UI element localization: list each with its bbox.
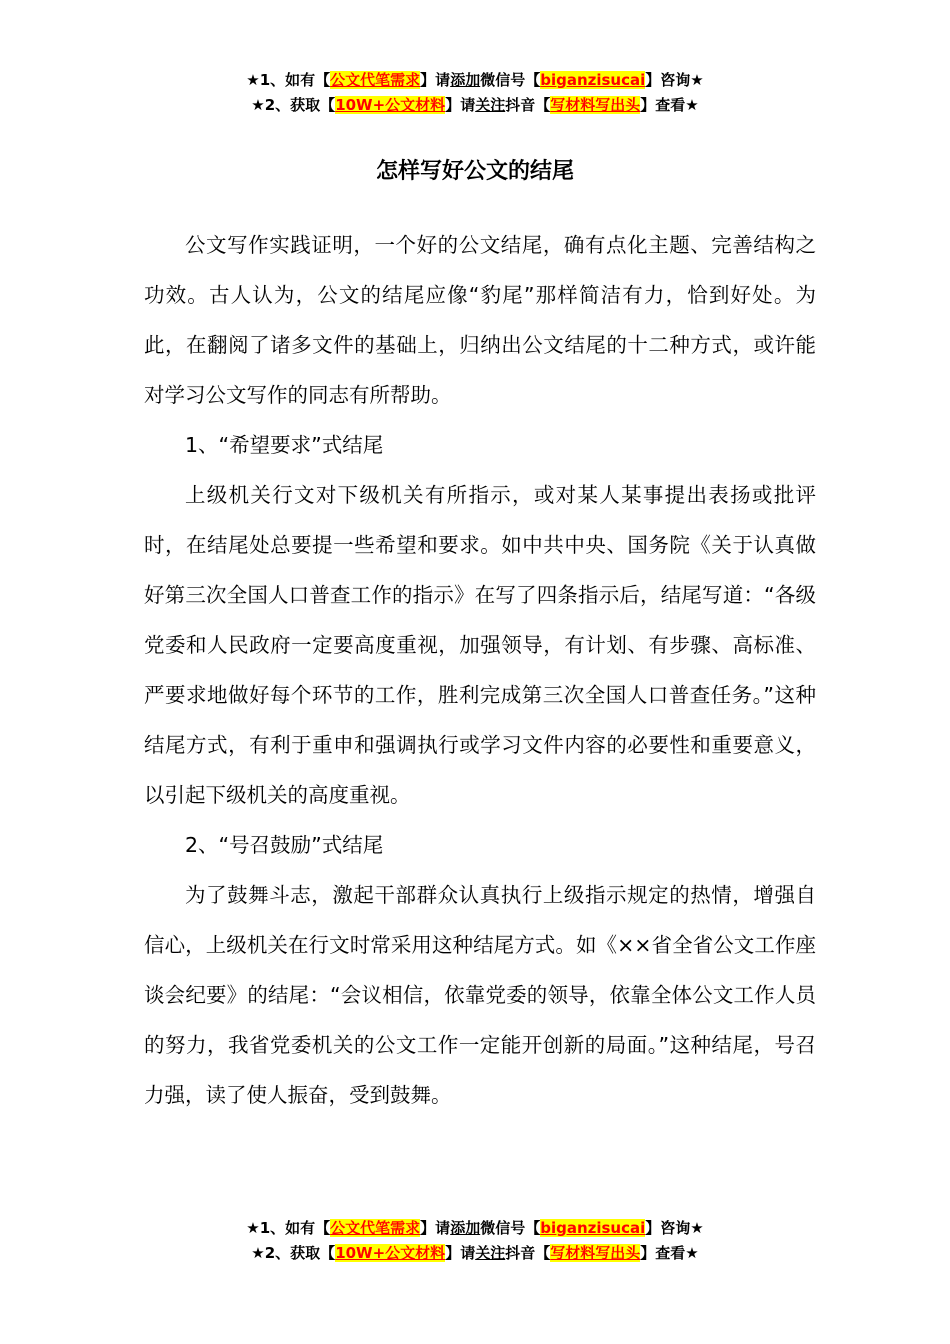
document-title: 怎样写好公文的结尾 [375,159,574,184]
banner-line-2 [0,1241,950,1266]
banner-highlight: 公文代笔需求 [330,1219,421,1237]
banner-text: 】查看★ [640,96,699,114]
banner-highlight: 10W+公文材料 [335,96,446,114]
section-heading-2: 2、“号召鼓励”式结尾 [185,833,384,857]
banner-highlight: 写材料写出头 [550,96,641,114]
banner-text: 】咨询★ [645,1219,704,1237]
banner-text: 】咨询★ [645,71,704,89]
banner-underline: 添加 [450,1219,481,1237]
header-banner [0,68,950,118]
section-heading-1: 1、“希望要求”式结尾 [185,433,384,457]
banner-underline: 添加 [450,71,481,89]
footer-banner [0,1216,950,1266]
banner-text: 】请 [420,1219,451,1237]
banner-highlight: 10W+公文材料 [335,1244,446,1262]
banner-text: 抖音【 [505,96,551,114]
banner-text: ★1、如有【 [246,71,331,89]
banner-text: 抖音【 [505,1244,551,1262]
banner-text: ★1、如有【 [246,1219,331,1237]
banner-line-1 [0,1216,950,1241]
banner-text: 微信号【 [480,1219,541,1237]
banner-highlight: 公文代笔需求 [330,71,421,89]
banner-text: ★2、获取【 [251,1244,336,1262]
banner-underline: 关注 [475,96,506,114]
body-paragraph: 上级机关行文对下级机关有所指示，或对某人某事提出表扬或批评时，在结尾处总要提一些希望和要求。如中共中央、国务院《关于认真做好第三次全国人口普查工作的指示》在写了四条指示后，结尾写道：“各级党委和人民政府一定要高度重视，加强领导，有计划、有步骤、高标准、严要求地做好每个环节的工作，胜利完成第三次全国人口普查任务。”这种结尾方式，有利于重申和强调执行或学习文件内容的必要性和重要意义，以引起下级机关的高度重视。 [144,483,816,807]
banner-text: 】请 [420,71,451,89]
document-body [144,220,816,1120]
banner-underline: 关注 [475,1244,506,1262]
banner-text: 】请 [445,1244,476,1262]
banner-highlight: 写材料写出头 [550,1244,641,1262]
banner-text: 】请 [445,96,476,114]
body-paragraph: 为了鼓舞斗志，激起干部群众认真执行上级指示规定的热情，增强自信心，上级机关在行文时常采用这种结尾方式。如《××省全省公文工作座谈会纪要》的结尾：“会议相信，依靠党委的领导，依靠全体公文工作人员的努力，我省党委机关的公文工作一定能开创新的局面。”这种结尾，号召力强，读了使人振奋，受到鼓舞。 [144,883,816,1107]
banner-highlight: biganzisucai [540,1219,646,1237]
banner-text: 】查看★ [640,1244,699,1262]
banner-text: 微信号【 [480,71,541,89]
banner-line-1 [0,68,950,93]
banner-line-2 [0,93,950,118]
banner-text: ★2、获取【 [251,96,336,114]
banner-highlight: biganzisucai [540,71,646,89]
intro-paragraph: 公文写作实践证明，一个好的公文结尾，确有点化主题、完善结构之功效。古人认为，公文的结尾应像“豹尾”那样简洁有力，恰到好处。为此，在翻阅了诸多文件的基础上，归纳出公文结尾的十二种方式，或许能对学习公文写作的同志有所帮助。 [144,233,816,407]
